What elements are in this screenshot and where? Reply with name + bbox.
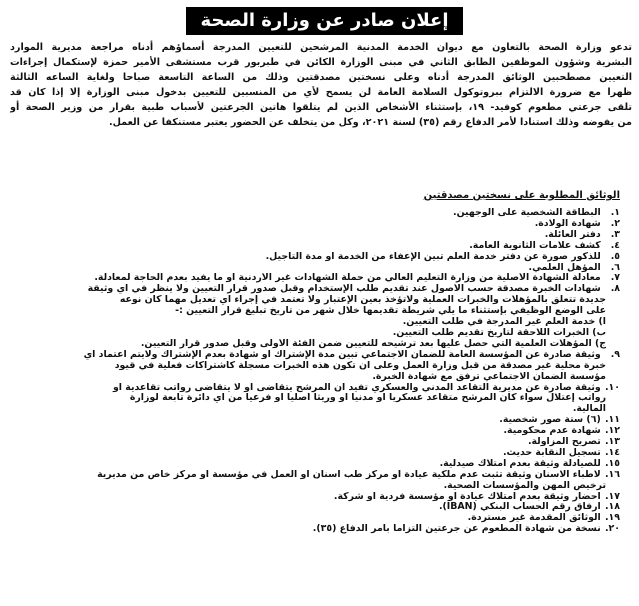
list-item xyxy=(10,350,620,361)
list-item xyxy=(10,426,620,437)
list-item xyxy=(10,437,620,448)
item-number: ٩. xyxy=(610,349,620,360)
item-number: ١٢. xyxy=(604,426,620,437)
list-item xyxy=(10,393,620,404)
list-item xyxy=(10,263,620,274)
list-item xyxy=(10,230,620,241)
section-heading: الوثائق المطلوبة على نسختين مصدقتين xyxy=(423,190,620,201)
list-item xyxy=(10,404,620,415)
item-text: المالية. xyxy=(572,404,606,415)
intro-line: تدعو وزارة الصحة بالتعاون مع ديوان الخدمة المدنية المرشحين للتعيين المدرجة أسماؤهم أدناه مراجعة مديرية الموارد xyxy=(10,42,632,53)
list-item xyxy=(10,339,620,350)
item-text: أ) خدمة العلم غير المدرجة في طلب التعيين. xyxy=(402,317,606,328)
list-item xyxy=(10,317,620,328)
item-text: ج) المؤهلات العلمية التي حصل عليها بعد ترشيحه للتعيين ضمن الفئة الأولى وقبل صدور قرار التعيين. xyxy=(140,338,606,349)
item-number: ١٨. xyxy=(604,502,620,513)
list-item xyxy=(10,492,620,503)
item-number: ١. xyxy=(610,208,620,218)
item-text: معادلة الشهادة الأصلية من وزارة التعليم العالي من حملة الشهادات غير الأردنية أو ما يفيد بعدم الحاجة لمعادلة. xyxy=(94,273,601,284)
item-number: ١٧. xyxy=(604,491,620,502)
list-item xyxy=(10,328,620,339)
item-text: (٦) ستة صور شخصية. xyxy=(499,415,601,426)
item-number: ١٦. xyxy=(604,469,620,480)
intro-line: التعيين مصطحبين الوثائق المدرجة أدناه وعلى نسختين مصدقتين وذلك من الساعة التاسعة صباحا ولغاية الساعه الثالثة xyxy=(10,72,632,83)
item-number: ١١. xyxy=(604,415,620,426)
item-text: نسخة من شهادة المطعوم عن جرعتين التزاما بأمر الدفاع (٣٥). xyxy=(312,524,601,535)
item-number: ٨. xyxy=(610,284,620,295)
item-text: المؤهل العلمي. xyxy=(528,262,601,273)
intro-line: البشرية وشؤون الموظفين الطابق الثاني في مبنى الوزارة الكائن في طبربور قرب مستشفى الأمير حمزة لإستكمال إجراءات xyxy=(10,57,632,68)
list-item xyxy=(10,208,620,219)
list-item xyxy=(10,502,620,513)
item-number: ١٩. xyxy=(604,513,620,524)
list-item xyxy=(10,252,620,263)
list-item xyxy=(10,448,620,459)
list-item xyxy=(10,383,620,394)
item-text: دفتر العائلة. xyxy=(544,229,601,240)
intro-paragraph xyxy=(10,40,632,130)
item-number: ١٣. xyxy=(604,437,620,448)
intro-line: تلقى جرعتي مطعوم كوفيد- ١٩، بإستثناء الأشخاص الذين لم يتلقوا هاتين الجرعتين لأسباب طبية بقرار من وزير الصحة أو xyxy=(10,102,632,113)
intro-line: من يفوضه وذلك استنادا لأمر الدفاع رقم (٣٥) لسنة ٢٠٢١، وكل من يتخلف عن الحضور يعتبر مستنكفا عن العمل. xyxy=(108,117,632,128)
item-text: كشف علامات الثانوية العامة. xyxy=(469,240,601,251)
list-item xyxy=(10,415,620,426)
item-text: ترخيص المهن والمؤسسات الصحية. xyxy=(443,480,606,491)
item-number: ١٠. xyxy=(604,382,620,393)
item-number: ٧. xyxy=(610,273,620,284)
item-text: شهادة عدم محكومية. xyxy=(503,426,601,437)
item-number: ٥. xyxy=(610,251,620,262)
list-item xyxy=(10,295,620,306)
item-number: ٣. xyxy=(610,229,620,240)
item-text: الوثائق المقدمة غير مستردة. xyxy=(467,513,601,524)
item-text: خبرة محلية غير مصدقة من قبل وزارة العمل وعلى ان تكون هذه الخبرات مسجلة كاشتراكات فعلية في قيود xyxy=(114,360,606,371)
list-item xyxy=(10,513,620,524)
list-item xyxy=(10,284,620,295)
item-number: ١٥. xyxy=(604,458,620,469)
item-number: ٢٠. xyxy=(604,524,620,535)
item-text: البطاقة الشخصية على الوجهين. xyxy=(453,208,601,218)
item-text: جديدة تتعلق بالمؤهلات والخبرات العملية ولاتؤخذ بعين الإعتبار ولا تعتمد في إجراء أي تعديل مهما كان نوعه xyxy=(119,295,606,306)
list-item xyxy=(10,273,620,284)
item-text: مؤسسة الضمان الاجتماعي ترفق مع شهادة الخبرة. xyxy=(372,371,606,382)
item-number: ١٤. xyxy=(604,447,620,458)
list-item xyxy=(10,470,620,481)
item-text: شهادات الخبرة مصدقة حسب الأصول عند تقديم طلب الإستخدام وقبل صدور قرار التعيين ولا ينظر في أي وثيقة xyxy=(87,284,601,295)
item-text: وثيقة صادرة عن المؤسسة العامة للضمان الاجتماعي تبين مدة الإشتراك أو شهادة بعدم الإشتراك ولايتم اعتماد أي xyxy=(83,349,601,360)
item-number: ٢. xyxy=(610,218,620,229)
intro-line: ظهرا مع ضرورة الالتزام ببروتوكول السلامة العامة لن يسمح لأي من المنسبين للتعيين بدخول مبنى الوزارة إلا إذا كان قد xyxy=(10,87,632,98)
item-text: للصيادلة وثيقة بعدم امتلاك صيدلية. xyxy=(439,458,601,469)
item-text: ارفاق رقم الحساب البنكي (IBAN). xyxy=(438,502,601,513)
announcement-title: إعلان صادر عن وزارة الصحة xyxy=(186,7,463,35)
item-text: ب) الخبرات اللاحقة لتاريخ تقديم طلب التعيين. xyxy=(392,327,606,338)
list-item xyxy=(10,524,620,535)
item-text: لاطباء الاسنان وثيقة تثبت عدم ملكية عيادة او مركز طب اسنان او العمل في مؤسسة او مركز خاص من مديرية xyxy=(97,469,601,480)
item-text: رواتب إعتلال سواء كان المرشح متقاعد عسكرياً أو مدنياً أو وريثاً أصلياً أو فرعياً من أي دائرة تابعة لوزارة xyxy=(129,393,606,404)
item-number: ٦. xyxy=(610,262,620,273)
list-item xyxy=(10,306,620,317)
documents-list xyxy=(10,208,620,535)
item-text: شهادة الولادة. xyxy=(534,218,601,229)
list-item xyxy=(10,372,620,383)
list-item xyxy=(10,219,620,230)
item-text: تصريح المزاولة. xyxy=(527,437,601,448)
item-text: تسجيل النقابة حديث. xyxy=(502,447,601,458)
item-text: احضار وثيقة بعدم امتلاك عيادة او مؤسسة فردية او شركة. xyxy=(333,491,601,502)
list-item xyxy=(10,459,620,470)
item-text: وثيقة صادرة عن مديرية التقاعد المدني والعسكري تفيد أن المرشح يتقاضى أو لا يتقاضى رواتب تقاعدية أو xyxy=(112,382,601,393)
item-number: ٤. xyxy=(610,240,620,251)
item-text: للذكور صورة عن دفتر خدمة العلم تبين الإعفاء من الخدمة أو مدة التأجيل. xyxy=(265,251,601,262)
list-item xyxy=(10,481,620,492)
list-item xyxy=(10,241,620,252)
item-text: على الوضع الوظيفي بإستثناء ما يلي شريطة تقديمها خلال شهر من تاريخ تبليغ قرار التعيين :- xyxy=(175,306,606,317)
list-item xyxy=(10,361,620,372)
